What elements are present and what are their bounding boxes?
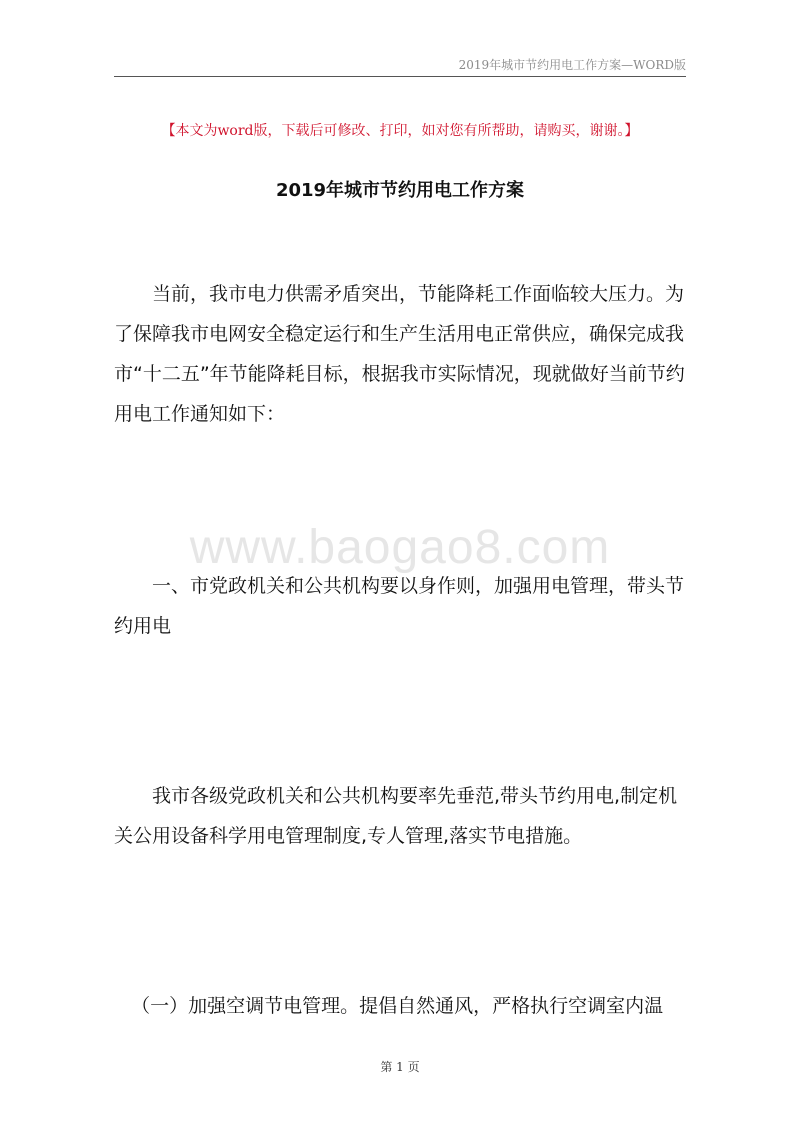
intro-paragraph: 当前，我市电力供需矛盾突出，节能降耗工作面临较大压力。为了保障我市电网安全稳定运行和生产生活用电正常供应，确保完成我市“十二五”年节能降耗目标，根据我市实际情况，现就做好当前节约用电工作通知如下：	[114, 283, 685, 425]
document-title: 2019年城市节约用电工作方案	[275, 180, 525, 201]
page-number: 第 1 页	[380, 1060, 420, 1074]
subsection-paragraph: （一）加强空调节电管理。提倡自然通风，严格执行空调室内温	[131, 995, 664, 1017]
body-paragraph: 我市各级党政机关和公共机构要率先垂范,带头节约用电,制定机关公用设备科学用电管理制度,专人管理,落实节电措施。	[114, 785, 678, 847]
running-header: 2019年城市节约用电工作方案—WORD版	[458, 58, 686, 72]
section-heading-1: 一、市党政机关和公共机构要以身作则，加强用电管理，带头节约用电	[114, 575, 685, 637]
purchase-notice: 【本文为word版，下载后可修改、打印，如对您有所帮助，请购买，谢谢。】	[161, 123, 639, 139]
watermark: www.baogao8.com	[189, 521, 611, 574]
header-divider	[114, 76, 686, 77]
